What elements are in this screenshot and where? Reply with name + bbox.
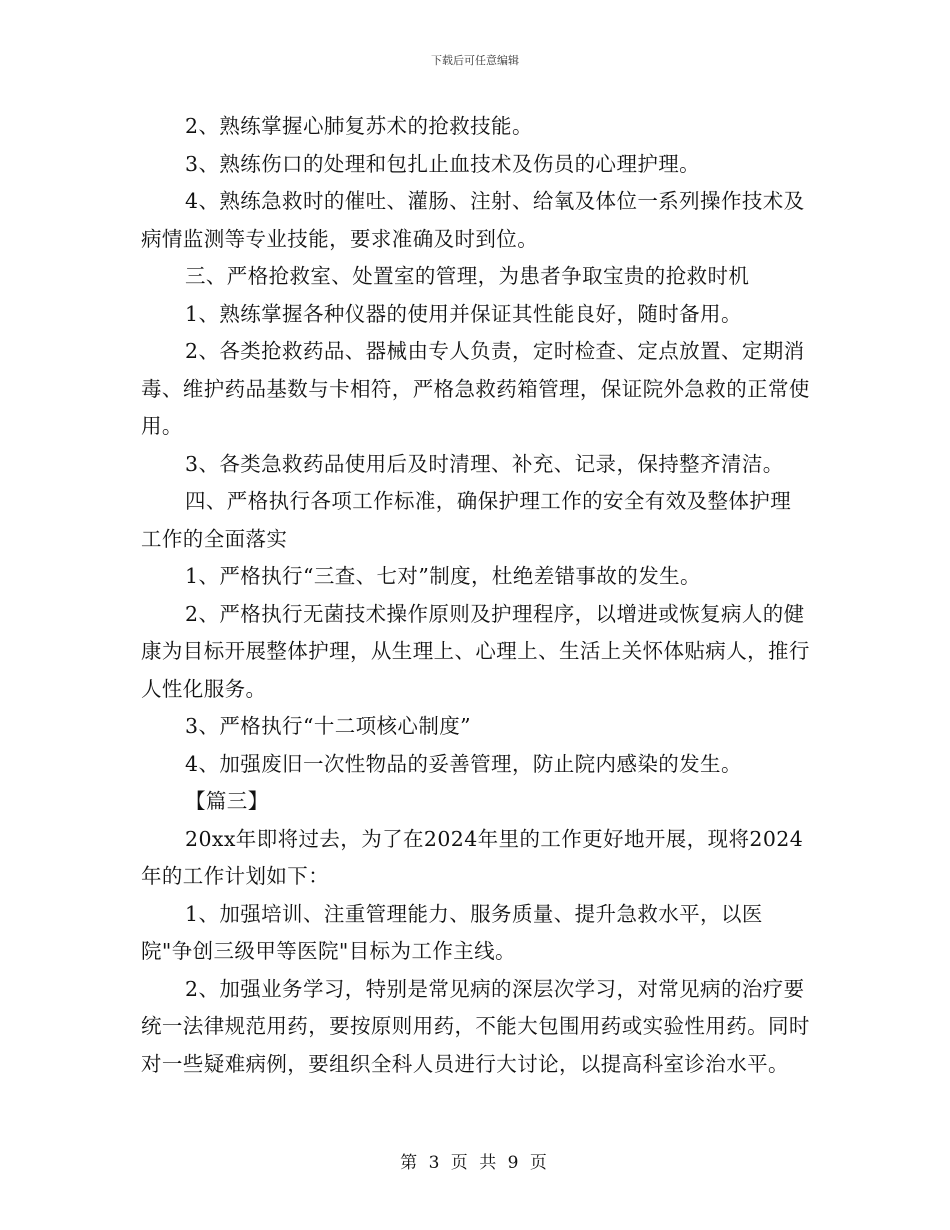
paragraph: 2、加强业务学习，特别是常见病的深层次学习，对常见病的治疗要统一法律规范用药，要按原则用药，不能大包围用药或实验性用药。同时对一些疑难病例，要组织全科人员进行大讨论，以提高科室诊治水平。 bbox=[141, 976, 810, 1076]
header-note: 下载后可任意编辑 bbox=[431, 54, 519, 67]
paragraph: 3、各类急救药品使用后及时清理、补充、记录，保持整齐清洁。 bbox=[185, 451, 784, 476]
paragraph: 2、各类抢救药品、器械由专人负责，定时检查、定点放置、定期消毒、维护药品基数与卡相符，严格急救药箱管理，保证院外急救的正常使用。 bbox=[141, 339, 810, 438]
paragraph: 3、熟练伤口的处理和包扎止血技术及伤员的心理护理。 bbox=[185, 151, 701, 176]
section-heading: 三、严格抢救室、处置室的管理，为患者争取宝贵的抢救时机 bbox=[185, 264, 750, 288]
paragraph: 4、熟练急救时的催吐、灌肠、注射、给氧及体位一系列操作技术及病情监测等专业技能，要求准确及时到位。 bbox=[141, 189, 805, 251]
paragraph: 2、熟练掌握心肺复苏术的抢救技能。 bbox=[185, 114, 533, 138]
paragraph: 3、严格执行“十二项核心制度” bbox=[185, 714, 472, 738]
paragraph: 1、严格执行“三查、七对”制度，杜绝差错事故的发生。 bbox=[185, 564, 701, 588]
document-body bbox=[141, 108, 811, 1083]
paragraph: 1、熟练掌握各种仪器的使用并保证其性能良好，随时备用。 bbox=[185, 301, 742, 326]
paragraph: 4、加强废旧一次性物品的妥善管理，防止院内感染的发生。 bbox=[185, 751, 742, 776]
section-marker: 【篇三】 bbox=[185, 789, 269, 813]
paragraph: 2、严格执行无菌技术操作原则及护理程序，以增进或恢复病人的健康为目标开展整体护理，从生理上、心理上、生活上关怀体贴病人，推行人性化服务。 bbox=[141, 601, 810, 701]
section-heading: 四、严格执行各项工作标准，确保护理工作的安全有效及整体护理工作的全面落实 bbox=[141, 489, 792, 551]
paragraph: 1、加强培训、注重管理能力、服务质量、提升急救水平，以医院"争创三级甲等医院"目标为工作主线。 bbox=[141, 901, 763, 963]
paragraph: 20xx年即将过去，为了在2024年里的工作更好地开展，现将2024年的工作计划如下： bbox=[141, 826, 804, 888]
page-number-footer: 第 3 页 共 9 页 bbox=[400, 1153, 550, 1173]
